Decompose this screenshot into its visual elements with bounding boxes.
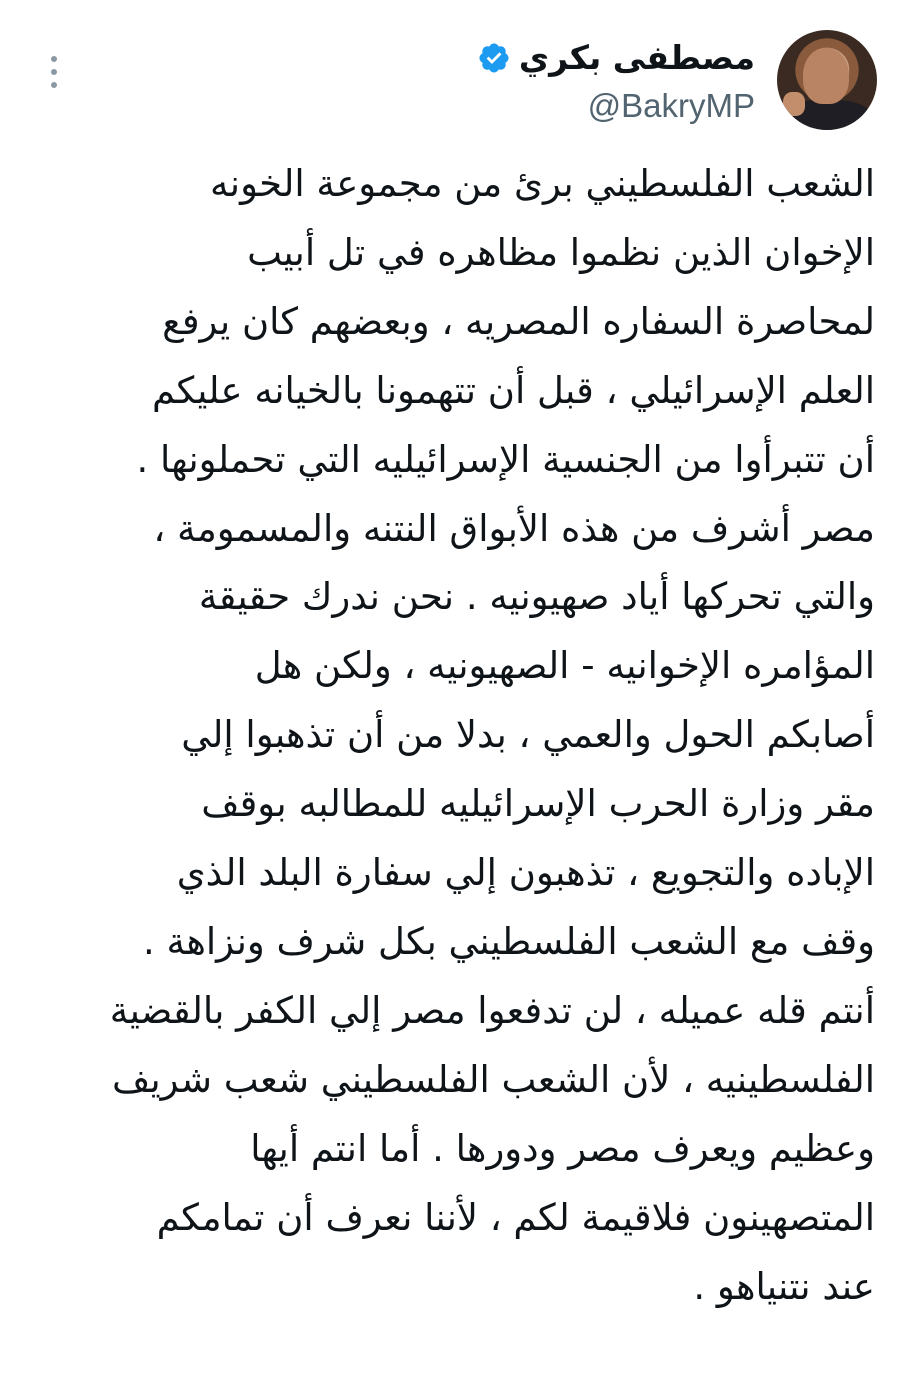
author-info — [477, 38, 755, 128]
tweet-text-line: المتصهينون فلاقيمة لكم ، لأننا نعرف أن تمامكم — [156, 1195, 875, 1239]
more-vertical-icon[interactable] — [42, 56, 66, 100]
tweet-text-line: مقر وزارة الحرب الإسرائيليه للمطالبه بوقف — [201, 782, 875, 826]
tweet-text-line: وعظيم ويعرف مصر ودورها . أما انتم أيها — [250, 1126, 875, 1170]
user-handle[interactable]: @BakryMP — [587, 87, 755, 124]
display-name[interactable]: مصطفى بكري — [518, 38, 755, 77]
tweet-text-line: المؤامره الإخوانيه - الصهيونيه ، ولكن هل — [254, 644, 875, 688]
tweet-text-line: عند نتنياهو . — [693, 1264, 875, 1308]
tweet-text-line: العلم الإسرائيلي ، قبل أن تتهمونا بالخيانه عليكم — [152, 368, 875, 412]
more-dot — [51, 56, 57, 62]
avatar-hand — [783, 92, 805, 116]
verified-badge-icon — [477, 41, 511, 75]
tweet-text-line: أنتم قله عميله ، لن تدفعوا مصر إلي الكفر بالقضية — [109, 988, 875, 1032]
tweet-text-line: الإخوان الذين نظموا مظاهره في تل أبيب — [247, 230, 875, 274]
display-name-row — [477, 38, 755, 78]
tweet-text-line: أن تتبرأوا من الجنسية الإسرائيليه التي تحملونها . — [136, 437, 875, 481]
tweet-text-line: الفلسطينيه ، لأن الشعب الفلسطيني شعب شريف — [112, 1057, 875, 1101]
more-dot — [51, 82, 57, 88]
tweet-text-line: أصابكم الحول والعمي ، بدلا من أن تذهبوا إلي — [181, 713, 875, 757]
tweet-header — [30, 30, 877, 140]
tweet-text — [50, 150, 875, 1321]
more-dot — [51, 69, 57, 75]
tweet-text-line: مصر أشرف من هذه الأبواق النتنه والمسمومة ، — [153, 506, 875, 550]
tweet-text-line: لمحاصرة السفاره المصريه ، وبعضهم كان يرفع — [162, 299, 875, 343]
tweet-text-line: الإباده والتجويع ، تذهبون إلي سفارة البلد الذي — [176, 851, 875, 895]
tweet-text-line: والتي تحركها أياد صهيونيه . نحن ندرك حقيقة — [198, 575, 875, 619]
avatar[interactable] — [777, 30, 877, 130]
tweet-text-line: الشعب الفلسطيني برئ من مجموعة الخونه — [209, 162, 875, 205]
avatar-face — [803, 48, 849, 104]
tweet-text-line: وقف مع الشعب الفلسطيني بكل شرف ونزاهة . — [143, 919, 875, 963]
